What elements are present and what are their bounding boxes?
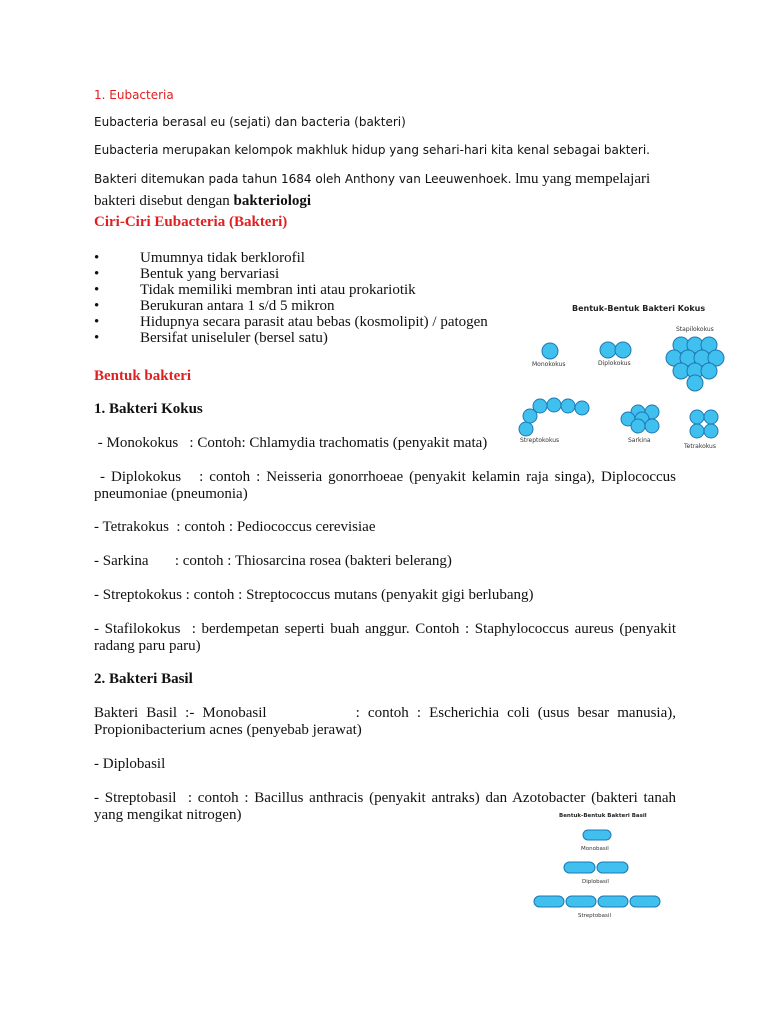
list-item: • Tidak memiliki membran inti atau prokariotik — [94, 282, 524, 298]
cell-circle — [631, 419, 645, 433]
cell-circle — [690, 410, 704, 424]
kokus-figure-title: Bentuk-Bentuk Bakteri Kokus — [572, 304, 706, 313]
rod-cell — [598, 896, 628, 907]
label-sarkina: Sarkina — [628, 437, 651, 444]
kokus-diplokokus: - Diplokokus : contoh : Neisseria gonorrhoeae (penyakit kelamin raja singa), Diplococcus pneumoniae (pneumonia) — [94, 469, 680, 502]
label-tetrakokus: Tetrakokus — [684, 443, 716, 450]
cell-circle — [687, 375, 703, 391]
kokus-figure — [508, 298, 748, 458]
list-item: • Berukuran antara 1 s/d 5 mikron — [94, 298, 524, 314]
label-stapilokokus: Stapilokokus — [676, 326, 714, 333]
cell-circle — [575, 401, 589, 415]
discovery-serif: lmu yang mempelajari bakteri disebut dengan — [94, 171, 651, 209]
intro-line-1: Eubacteria berasal eu (sejati) dan bacteria (bakteri) — [94, 115, 406, 129]
kokus-streptokokus: - Streptokokus : contoh : Streptococcus mutans (penyakit gigi berlubang) — [94, 587, 534, 603]
basil-figure — [526, 806, 676, 922]
cell-circle — [615, 342, 631, 358]
label-monobasil: Monobasil — [581, 846, 609, 852]
kokus-stafilokokus: - Stafilokokus : berdempetan seperti buah anggur. Contoh : Staphylococcus aureus (penyakit radang paru paru) — [94, 621, 680, 654]
basil-monobasil: Bakteri Basil :- Monobasil : contoh : Escherichia coli (usus besar manusia), Propionibacterium acnes (penyebab jerawat) — [94, 705, 680, 738]
discovery-paragraph — [94, 168, 676, 212]
cell-circle — [519, 422, 533, 436]
rod-cell — [583, 830, 611, 840]
cell-circle — [704, 424, 718, 438]
label-diplokokus: Diplokokus — [598, 360, 631, 367]
ciri-title: Ciri-Ciri Eubacteria (Bakteri) — [94, 214, 288, 230]
list-item: • Bersifat uniseluler (bersel satu) — [94, 330, 524, 346]
basil-streptobasil: - Streptobasil : contoh : Bacillus anthracis (penyakit antraks) dan Azotobacter (bakteri tanah yang mengikat nitrogen) — [94, 790, 680, 823]
label-monokokus: Monokokus — [532, 361, 566, 368]
kokus-sarkina: - Sarkina : contoh : Thiosarcina rosea (bakteri belerang) — [94, 553, 452, 569]
kokus-monokokus: - Monokokus : Contoh: Chlamydia trachomatis (penyakit mata) — [94, 435, 488, 451]
cell-circle — [690, 424, 704, 438]
cell-circle — [533, 399, 547, 413]
cell-circle — [542, 343, 558, 359]
cell-circle — [704, 410, 718, 424]
cell-circle — [561, 399, 575, 413]
cell-circle — [701, 363, 717, 379]
cell-circle — [600, 342, 616, 358]
intro-line-2: Eubacteria merupakan kelompok makhluk hidup yang sehari-hari kita kenal sebagai bakteri. — [94, 143, 650, 157]
list-item: • Hidupnya secara parasit atau bebas (kosmolipit) / patogen — [94, 314, 524, 330]
kokus-tetrakokus: - Tetrakokus : contoh : Pediococcus cerevisiae — [94, 519, 376, 535]
rod-cell — [564, 862, 595, 873]
ciri-list — [94, 250, 524, 346]
label-streptokokus: Streptokokus — [520, 437, 560, 444]
discovery-sans: Bakteri ditemukan pada tahun 1684 oleh Anthony van Leeuwenhoek. — [94, 172, 512, 186]
bentuk-title: Bentuk bakteri — [94, 368, 192, 384]
label-streptobasil: Streptobasil — [578, 913, 611, 919]
discovery-bold: bakteriologi — [233, 193, 312, 209]
rod-cell — [566, 896, 596, 907]
basil-figure-title: Bentuk-Bentuk Bakteri Basil — [559, 813, 647, 819]
cell-circle — [547, 398, 561, 412]
kokus-title: 1. Bakteri Kokus — [94, 401, 203, 417]
rod-cell — [534, 896, 564, 907]
basil-title: 2. Bakteri Basil — [94, 671, 193, 687]
cell-circle — [645, 419, 659, 433]
rod-cell — [597, 862, 628, 873]
section-heading: 1. Eubacteria — [94, 88, 174, 102]
list-item: • Umumnya tidak berklorofil — [94, 250, 524, 266]
label-diplobasil: Diplobasil — [582, 879, 609, 885]
list-item: • Bentuk yang bervariasi — [94, 266, 524, 282]
basil-diplobasil: - Diplobasil — [94, 756, 166, 772]
rod-cell — [630, 896, 660, 907]
